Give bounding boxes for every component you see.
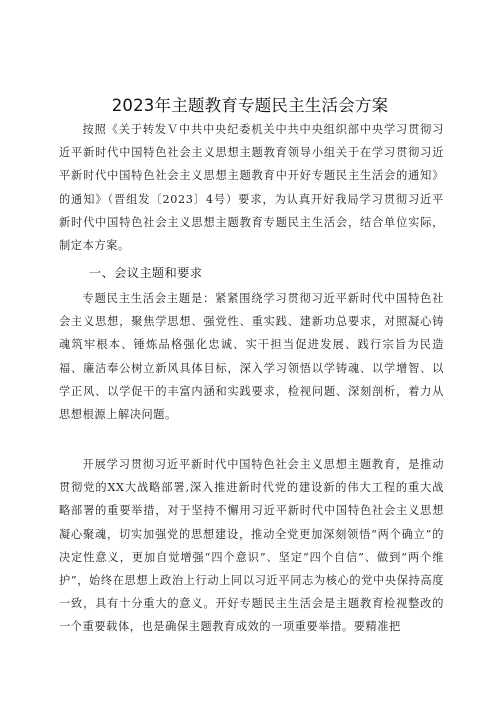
section-paragraph: 开展学习贯彻习近平新时代中国特色社会主义思想主题教育，是推动贯彻党的XX大战略部署,深入推进新时代党的建设新的伟大工程的重大战略部署的重要举措，对于坚持不懈用习近平新时代中国特色社会主义思想凝心聚魂，切实加强党的思想建设，推动全党更加深刻领悟“两个确立”的决定性意义，更加自觉增强“四个意识”、坚定“四个自信”、做到“两个维护”，始终在思想上政治上行动上同以习近平同志为核心的党中央保持高度一致，具有十分重大的意义。开好专题民主生活会是主题教育检视整改的一个重要载体，也是确保主题教育成效的一项重要举措。要精准把 — [59, 458, 444, 634]
section-paragraph-block — [59, 453, 444, 639]
document-title: 2023年主题教育专题民主生活会方案 — [111, 96, 389, 115]
intro-paragraph: 按照《关于转发Ｖ中共中央纪委机关中共中央组织部中央学习贯彻习近平新时代中国特色社会主义思想主题教育领导小组关于在学习贯彻习近平新时代中国特色社会主义思想主题教育中开好专题民主生活会的通知》的通知》（晋组发〔2023〕4号）要求，为认真开好我局学习贯彻习近平新时代中国特色社会主义思想主题教育专题民主生活会，结合单位实际，制定本方案。 — [59, 123, 444, 253]
section-heading: 一、会议主题和要求 — [89, 266, 203, 280]
intro-block — [59, 118, 444, 257]
section-paragraph-block — [59, 287, 444, 426]
section-paragraph: 专题民主生活会主题是：紧紧围绕学习贯彻习近平新时代中国特色社会主义思想，聚焦学思想、强党性、重实践、建新功总要求，对照凝心铸魂筑牢根本、锤炼品格强化忠诚、实干担当促进发展、践行宗旨为民造福、廉洁奉公树立新风具体目标，深入学习领悟以学铸魂、以学增智、以学正风、以学促干的丰富内涵和实践要求，检视问题、深刻剖析，着力从思想根源上解决问题。 — [59, 292, 444, 422]
